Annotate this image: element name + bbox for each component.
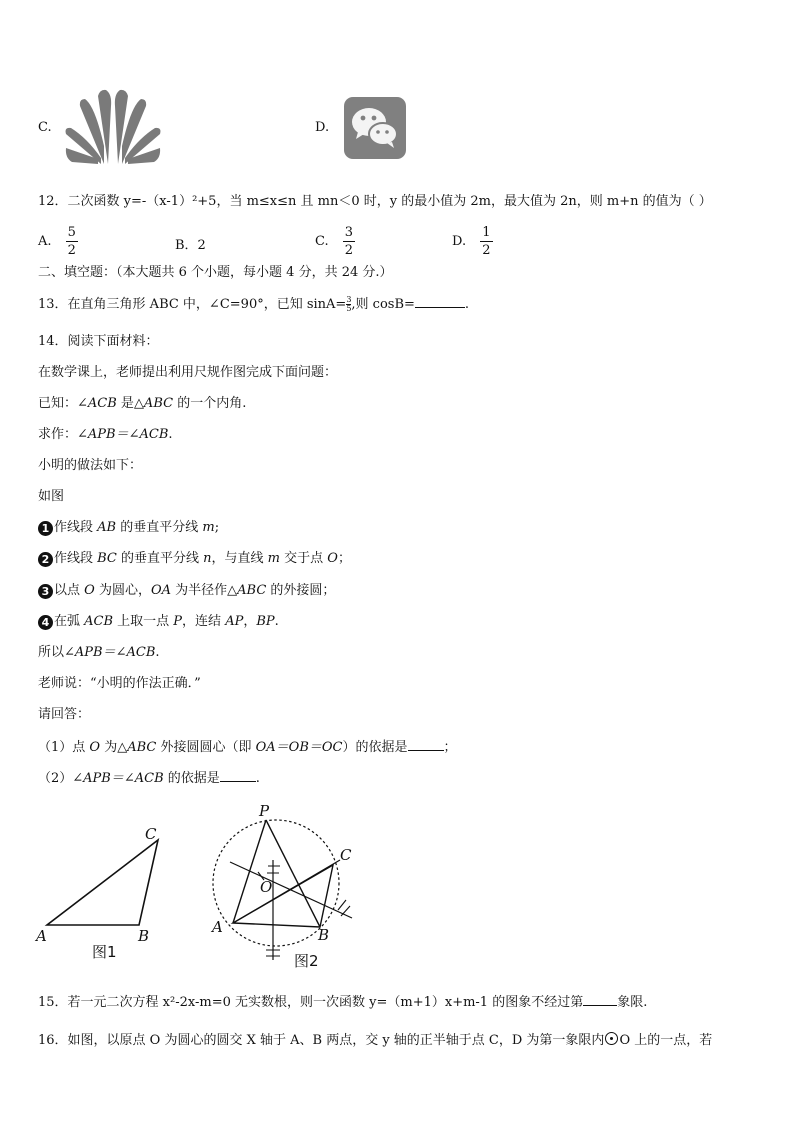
q14-answer-2 (38, 770, 260, 787)
text: 作线段 (54, 520, 98, 535)
q14-line: 如图 (38, 489, 65, 504)
math: n (203, 551, 212, 566)
math: △ABC (133, 396, 174, 411)
option-c-label: C. (38, 120, 52, 135)
text: 交于点 (280, 551, 328, 566)
math: ∠ACB (77, 396, 117, 411)
text: （2） (38, 771, 73, 786)
text: 上取一点 (113, 614, 174, 629)
q13 (38, 296, 469, 313)
point-label-b: B (318, 926, 330, 944)
step-number-icon: 4 (38, 615, 53, 630)
text: 是 (116, 396, 134, 411)
denominator: 5 (346, 304, 352, 313)
text: 的垂直平分线 (116, 551, 204, 566)
answer-blank (583, 994, 617, 1006)
answer-blank (415, 296, 465, 308)
math: △ABC (227, 583, 267, 598)
q14-step-1 (38, 520, 219, 536)
text: 外接圆圆心（即 (156, 740, 256, 755)
text: 以点 (54, 583, 85, 598)
q12-option-d (452, 224, 493, 259)
q16-text: 16．如图，以原点 O 为圆心的圆交 X 轴于 A、B 两点，交 y 轴的正半轴于点 C，D 为第一象限内 (38, 1033, 605, 1048)
fraction (480, 224, 492, 259)
math: O (89, 740, 101, 755)
text: 为 (100, 740, 118, 755)
text: 求作： (38, 427, 78, 442)
figure-2 (200, 800, 370, 975)
point-label-a: A (212, 918, 223, 936)
point-label-o: O (260, 878, 273, 896)
q14-answer-1 (38, 739, 457, 756)
answer-blank (220, 770, 256, 782)
text: 在弧 (54, 614, 85, 629)
math: BC (97, 551, 117, 566)
text: 为圆心， (94, 583, 151, 598)
q13-text: ,则 cosB= (351, 297, 415, 312)
math: AP (225, 614, 244, 629)
point-label-p: P (259, 802, 270, 820)
math: ∠APB＝∠ACB (64, 645, 156, 660)
math: ∠APB＝∠ACB (77, 427, 169, 442)
q14-step-2 (38, 551, 351, 567)
q12-option-b: B．2 (175, 238, 206, 253)
option-label: A. (38, 234, 52, 249)
text: （1）点 (38, 740, 90, 755)
text: . (255, 771, 260, 786)
circle-dot-icon (605, 1032, 618, 1045)
math: OA＝OB＝OC (255, 740, 343, 755)
numerator: 5 (67, 225, 76, 240)
text: ; (214, 520, 220, 535)
q14-line: 小明的做法如下： (38, 458, 143, 473)
text: 的外接圆； (266, 583, 336, 598)
fraction (343, 224, 355, 259)
point-label-c: C (145, 825, 157, 843)
step-number-icon: 3 (38, 584, 53, 599)
math: ∠APB＝∠ACB (72, 771, 164, 786)
q12-stem: 12．二次函数 y=-（x-1）²+5，当 m≤x≤n 且 mn＜0 时，y 的最小值为 2m，最大值为 2n，则 m+n 的值为（ ） (38, 194, 712, 209)
text: ； (443, 740, 457, 755)
triangle-abc (47, 840, 158, 925)
math: BP (256, 614, 275, 629)
q14-step-4 (38, 614, 279, 630)
math: AB (97, 520, 117, 535)
numerator: 3 (346, 295, 352, 304)
math: △ABC (117, 740, 157, 755)
figure-1 (30, 815, 180, 965)
text: ， (243, 614, 257, 629)
text: ）的依据是 (342, 740, 408, 755)
text: . (168, 427, 173, 442)
point-label-b: B (138, 927, 150, 945)
q14-line: 老师说：“小明的作法正确．” (38, 676, 201, 691)
point-label-c: C (340, 846, 352, 864)
q13-text: 13．在直角三角形 ABC 中，∠C=90°，已知 sinA= (38, 297, 347, 312)
text: 所以 (38, 645, 65, 660)
point-label-a: A (36, 927, 47, 945)
text: ，与直线 (211, 551, 268, 566)
q12-option-a (38, 224, 78, 259)
numerator: 1 (482, 225, 491, 240)
q12-option-c (315, 224, 355, 259)
q15-text: 象限. (617, 995, 648, 1010)
q14-given (38, 396, 246, 412)
text: ，连结 (182, 614, 226, 629)
wechat-logo-icon (344, 97, 406, 159)
text: 作线段 (54, 551, 98, 566)
section-heading: 二、填空题：（本大题共 6 个小题，每小题 4 分，共 24 分.） (38, 265, 393, 280)
math: P (173, 614, 183, 629)
q14-title: 14．阅读下面材料： (38, 334, 159, 349)
figure-caption: 图1 (92, 943, 117, 961)
option-label: C. (315, 234, 329, 249)
math: OA (150, 583, 171, 598)
text: 的依据是 (163, 771, 220, 786)
denominator: 2 (482, 243, 491, 258)
q15 (38, 994, 647, 1011)
text: . (155, 645, 160, 660)
huawei-logo-icon (62, 86, 164, 164)
step-number-icon: 2 (38, 552, 53, 567)
q15-text: 15．若一元二次方程 x²-2x-m=0 无实数根，则一次函数 y=（m+1）x+m-1 的图象不经过第 (38, 995, 584, 1010)
q14-conclusion (38, 645, 160, 661)
q16 (38, 1032, 712, 1049)
math: m (267, 551, 280, 566)
q14-step-3 (38, 583, 335, 599)
step-number-icon: 1 (38, 521, 53, 536)
math: O (327, 551, 338, 566)
q16-text: O 上的一点，若 (619, 1033, 713, 1048)
text: . (274, 614, 279, 629)
numerator: 3 (344, 225, 354, 240)
math: O (84, 583, 95, 598)
text: 的垂直平分线 (116, 520, 203, 535)
fraction (66, 224, 78, 259)
q13-text: . (464, 297, 470, 312)
option-label: D. (452, 234, 467, 249)
math: ACB (84, 614, 114, 629)
text: 已知： (38, 396, 78, 411)
answer-blank (408, 739, 444, 751)
text: ； (337, 551, 351, 566)
text: 为半径作 (171, 583, 228, 598)
q14-line: 请回答： (38, 707, 91, 722)
text: 的一个内角. (173, 396, 247, 411)
math: m (202, 520, 215, 535)
q14-line: 在数学课上，老师提出利用尺规作图完成下面问题： (38, 365, 338, 380)
option-d-label: D. (315, 120, 330, 135)
figure-caption: 图2 (294, 952, 319, 970)
q14-construct (38, 427, 173, 443)
denominator: 2 (344, 243, 354, 258)
denominator: 2 (67, 243, 76, 258)
segment-ac-extended (233, 860, 340, 923)
